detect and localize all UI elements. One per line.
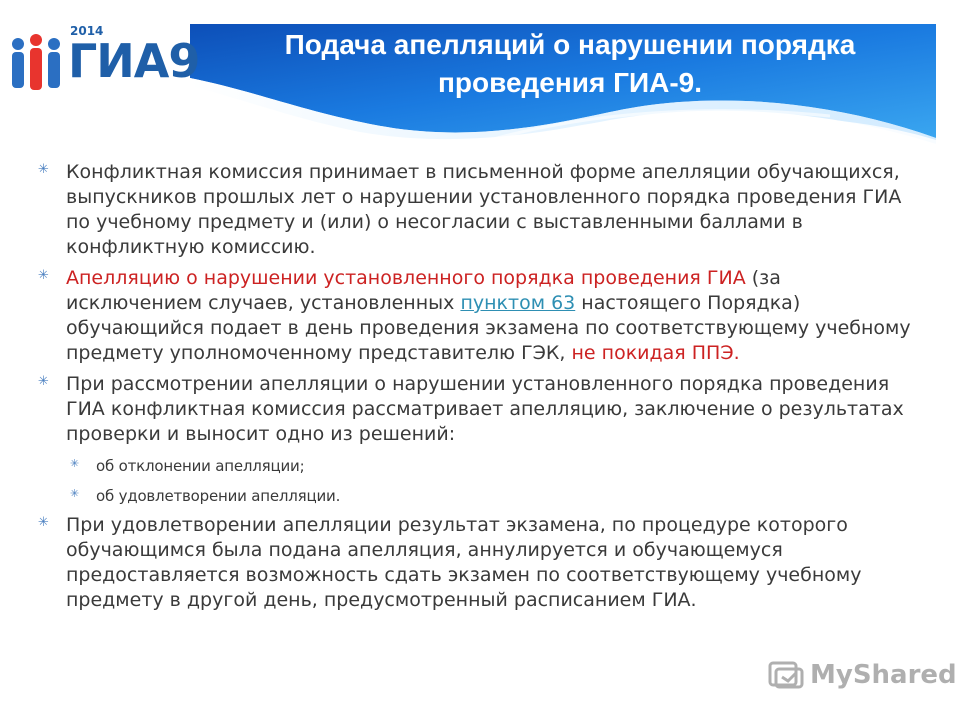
asterisk-bullet-icon: ✳ — [38, 268, 49, 283]
asterisk-bullet-icon: ✳ — [38, 515, 49, 530]
list-item — [38, 266, 918, 366]
logo-year: 2014 — [70, 24, 104, 38]
reference-link[interactable]: пунктом 63 — [460, 292, 576, 314]
asterisk-bullet-icon: ✳ — [38, 162, 49, 177]
list-item-text: При удовлетворении апелляции результат экзамена, по процедуре которого обучающимся была подана апелляция, аннулируется и обучающемуся предоставляется возможность сдать экзамен по соответствующему учебному предмету в другой день, предусмотренный расписанием ГИА. — [66, 514, 862, 611]
asterisk-bullet-icon: ✳ — [38, 374, 49, 389]
asterisk-bullet-icon: ✳ — [70, 487, 80, 500]
watermark-text: MyShared — [810, 660, 957, 690]
sub-list-item — [38, 483, 918, 509]
highlighted-text: не покидая ППЭ. — [571, 342, 740, 364]
item-text: настоящего Порядка) обучающийся подает в день проведения экзамена по соответствующему учебному предмету уполномоченному представителю ГЭК, — [66, 292, 911, 364]
list-item — [38, 160, 918, 260]
myshared-logo-icon — [768, 659, 804, 691]
list-item-text — [66, 266, 918, 366]
list-item-text: При рассмотрении апелляции о нарушении установленного порядка проведения ГИА конфликтная комиссия рассматривает апелляцию, заключение о результатах проверки и выносит одно из решений: — [66, 373, 904, 445]
sub-list-item — [38, 453, 918, 479]
list-item — [38, 372, 918, 447]
page-title-line1: Подача апелляций о нарушении порядка — [284, 29, 856, 60]
sub-list-item-text: об отклонении апелляции; — [96, 457, 305, 475]
asterisk-bullet-icon: ✳ — [70, 457, 80, 470]
myshared-watermark — [768, 655, 957, 695]
list-item-text: Конфликтная комиссия принимает в письменной форме апелляции обучающихся, выпускников прошлых лет о нарушении установленного порядка проведения ГИА по учебному предмету и (или) о несогласии с выставленными баллами в конфликтную комиссию. — [66, 161, 902, 258]
highlighted-text: Апелляцию о нарушении установленного порядка проведения ГИА — [66, 267, 746, 289]
list-item — [38, 513, 918, 613]
gia9-logo — [4, 24, 200, 104]
item-text: (за исключением случаев, установленных — [66, 267, 781, 314]
sub-list-item-text: об удовлетворении апелляции. — [96, 487, 341, 505]
logo-text: ГИА9 — [68, 34, 200, 88]
page-title — [250, 26, 890, 102]
slide-content — [38, 160, 918, 619]
page-title-line2: проведения ГИА-9. — [437, 67, 703, 98]
gia9-logo-figures — [4, 30, 68, 100]
